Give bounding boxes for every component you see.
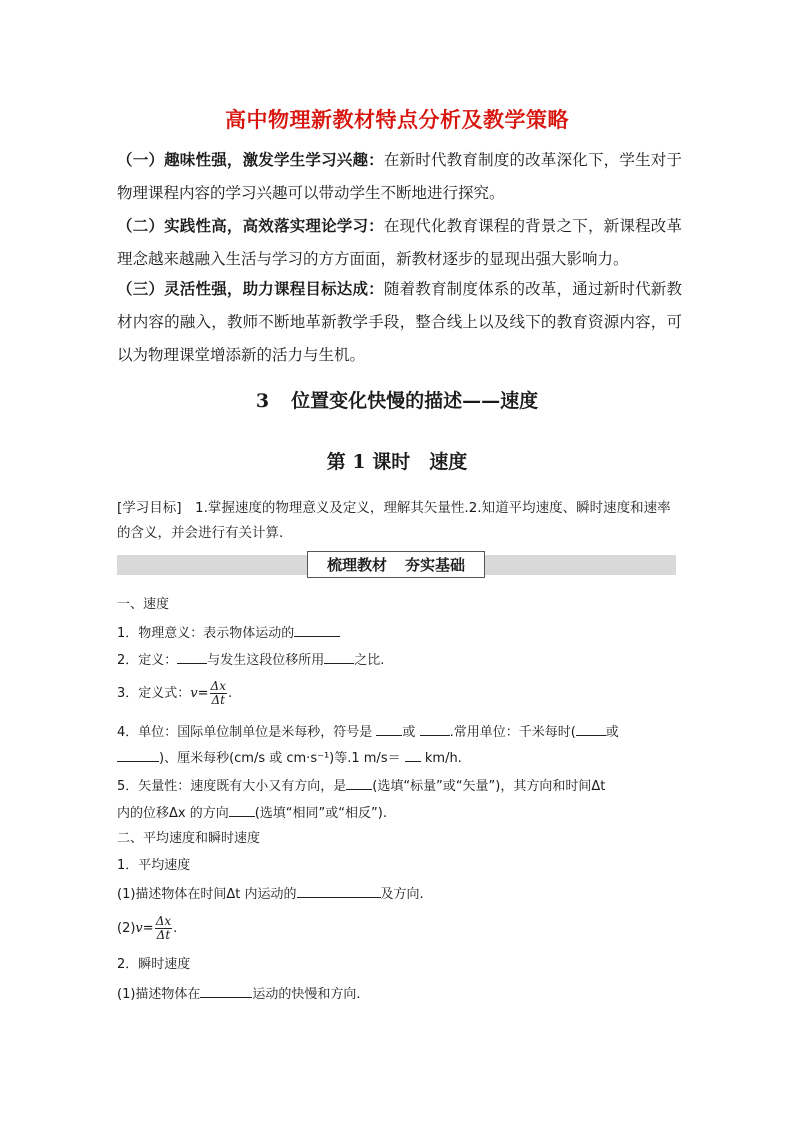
lesson-heading: 第 1 课时 速度 (326, 451, 468, 473)
item-unit-2: )、厘米每秒(cm/s 或 cm·s⁻¹)等.1 m/s＝ km/h. (117, 747, 462, 769)
fill-blank[interactable] (405, 747, 421, 762)
fill-blank[interactable] (324, 649, 354, 664)
intro-text-2: 在现代化教育课程的背景之下，新课程改革理念越来越融入生活与学习的方方面面，新教材逐步的显现出强大影响力。 (117, 217, 682, 268)
section-title: 位置变化快慢的描述——速度 (291, 390, 539, 412)
fill-blank[interactable] (376, 721, 402, 736)
goals-text: 1.掌握速度的物理意义及定义，理解其矢量性.2.知道平均速度、瞬时速度和速率的含义，并会进行有关计算. (117, 500, 671, 541)
fraction: $\frac{\Delta x}{\Delta t}$ (155, 914, 172, 942)
banner-right: 夯实基础 (405, 556, 466, 574)
intro-label-1: （一）趣味性强，激发学生学习兴趣： (117, 151, 384, 169)
fill-blank[interactable] (177, 649, 207, 664)
item-inst-desc: (1)描述物体在 运动的快慢和方向. (117, 983, 361, 1005)
fill-blank[interactable] (229, 802, 255, 817)
section-number: 3 (255, 390, 270, 412)
goals-label: [学习目标] (117, 500, 182, 516)
intro-label-3: （三）灵活性强，助力课程目标达成： (117, 280, 384, 298)
item-formula: 3．定义式：v= $\frac{\Delta x}{\Delta t}$ . (117, 679, 233, 707)
intro-paragraph-2 (117, 210, 682, 276)
learning-goals (117, 496, 682, 546)
fill-blank[interactable] (200, 983, 252, 998)
heading-avg-inst: 二、平均速度和瞬时速度 (117, 831, 261, 846)
item-vector-2: 内的位移Δx 的方向 (选填“相同”或“相反”). (117, 802, 387, 824)
item-inst-speed: 2．瞬时速度 (117, 957, 191, 972)
item-vector-1: 5．矢量性：速度既有大小又有方向，是 (选填“标量”或“矢量”)，其方向和时间Δt (117, 775, 605, 797)
item-avg-formula: (2)v= $\frac{\Delta x}{\Delta t}$ . (117, 914, 178, 942)
fill-blank[interactable] (576, 721, 606, 736)
intro-paragraph-1 (117, 144, 682, 210)
intro-text-1: 在新时代教育制度的改革深化下，学生对于物理课程内容的学习兴趣可以带动学生不断地进行探究。 (117, 151, 682, 202)
item-avg-desc: (1)描述物体在时间Δt 内运动的 及方向. (117, 883, 424, 905)
item-meaning: 1．物理意义：表示物体运动的 (117, 622, 340, 644)
heading-speed: 一、速度 (117, 597, 170, 612)
item-avg-speed: 1．平均速度 (117, 858, 191, 873)
document-title: 高中物理新教材特点分析及教学策略 (225, 108, 569, 132)
section-heading (0, 386, 794, 413)
fill-blank[interactable] (420, 721, 450, 736)
fill-blank[interactable] (297, 883, 381, 898)
intro-text-3: 随着教育制度体系的改革，通过新时代新教材内容的融入，教师不断地革新教学手段，整合线上以及线下的教育资源内容，可以为物理课堂增添新的活力与生机。 (117, 280, 682, 364)
fill-blank[interactable] (294, 622, 340, 637)
item-definition: 2．定义： 与发生这段位移所用 之比. (117, 649, 384, 671)
fill-blank[interactable] (346, 775, 372, 790)
fill-blank[interactable] (117, 747, 159, 762)
fraction: $\frac{\Delta x}{\Delta t}$ (210, 679, 226, 707)
item-unit-1: 4．单位：国际单位制单位是米每秒，符号是 或 .常用单位：千米每时( 或 (117, 721, 619, 743)
intro-label-2: （二）实践性高，高效落实理论学习： (117, 217, 384, 235)
banner-left: 梳理教材 (326, 556, 387, 574)
intro-paragraph-3 (117, 273, 682, 372)
banner-box (307, 551, 485, 578)
